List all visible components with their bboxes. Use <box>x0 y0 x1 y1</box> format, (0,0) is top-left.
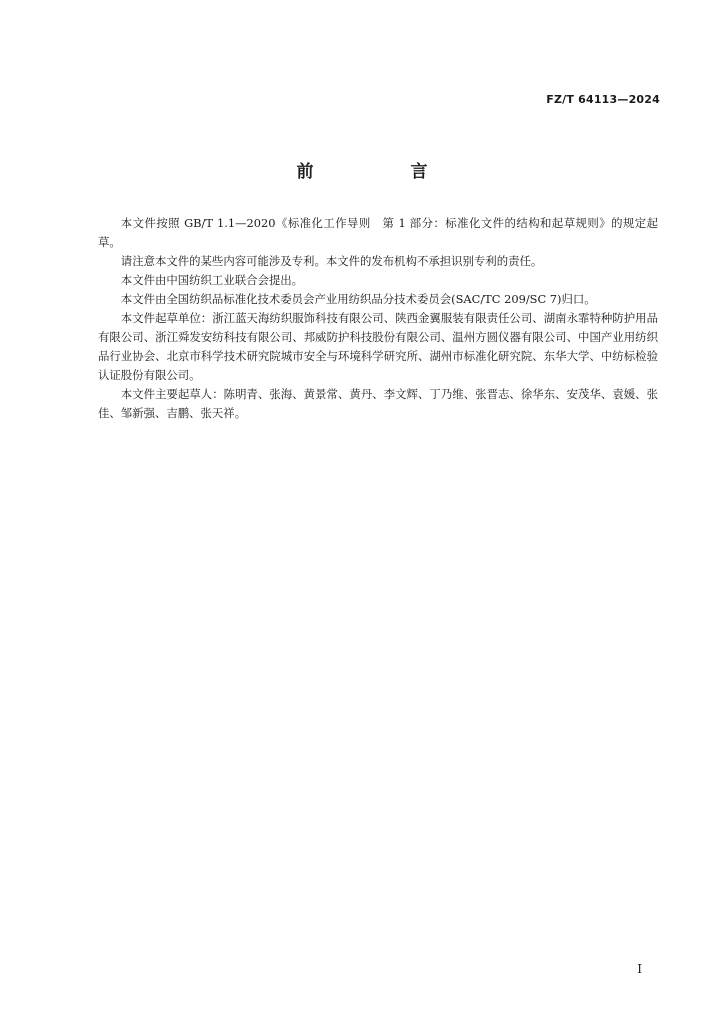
foreword-body <box>98 214 658 423</box>
paragraph-drafting-rules: 本文件按照 GB/T 1.1—2020《标准化工作导则 第 1 部分：标准化文件的结构和起草规则》的规定起草。 <box>98 216 658 249</box>
paragraph-patent-notice: 请注意本文件的某些内容可能涉及专利。本文件的发布机构不承担识别专利的责任。 <box>120 254 543 268</box>
standard-code: FZ/T 64113—2024 <box>546 93 660 106</box>
page-number: I <box>637 962 642 976</box>
paragraph-main-drafters: 本文件主要起草人：陈明青、张海、黄景常、黄丹、李文辉、丁乃维、张晋志、徐华东、安茂华、袁媛、张佳、邹新强、吉鹏、张天祥。 <box>98 387 658 420</box>
paragraph-drafting-units: 本文件起草单位：浙江蓝天海纺织服饰科技有限公司、陕西金翼服装有限责任公司、湖南永霏特种防护用品有限公司、浙江舜发安纺科技有限公司、邦威防护科技股份有限公司、温州方圆仪器有限公司、中国产业用纺织品行业协会、北京市科学技术研究院城市安全与环境科学研究所、湖州市标准化研究院、东华大学、中纺标检验认证股份有限公司。 <box>98 311 658 382</box>
paragraph-centralized-by: 本文件由全国纺织品标准化技术委员会产业用纺织品分技术委员会(SAC/TC 209/SC 7)归口。 <box>120 292 596 306</box>
page-title: 前 言 <box>296 162 468 182</box>
paragraph-proposer: 本文件由中国纺织工业联合会提出。 <box>120 273 304 287</box>
